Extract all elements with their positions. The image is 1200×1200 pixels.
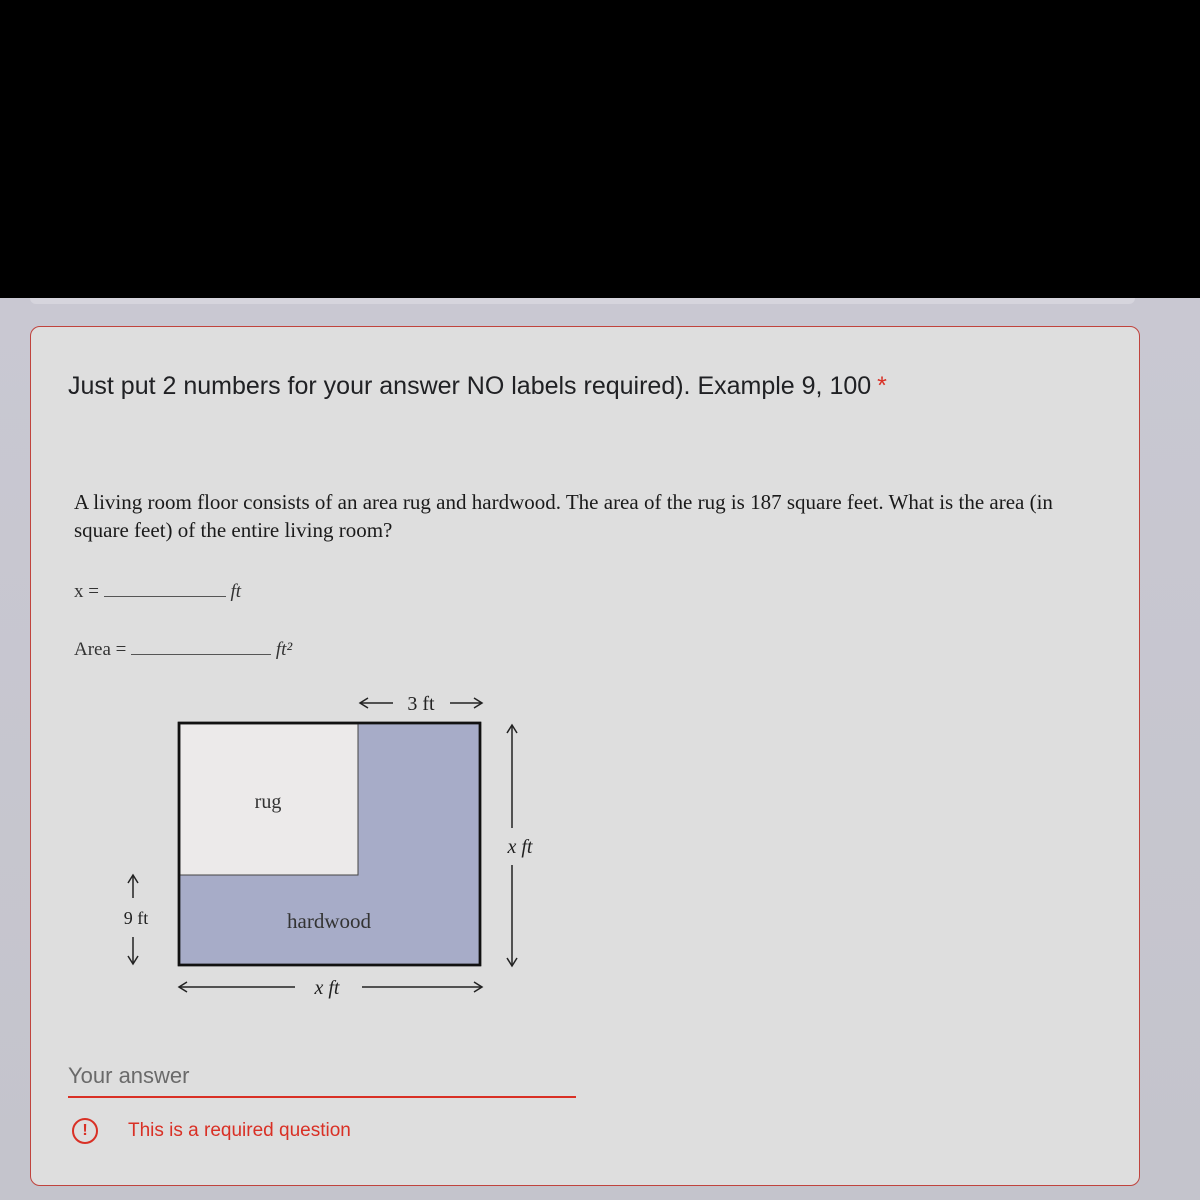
rug-label: rug [254,791,282,813]
right-dimension [507,725,533,966]
validation-message: This is a required question [128,1120,351,1141]
validation-error [72,1116,351,1146]
bottom-dimension-label: x ft [314,977,340,999]
error-icon: ! [72,1118,98,1144]
area-unit: ft² [275,639,293,660]
x-label: x = [74,581,99,602]
answer-input[interactable] [68,1056,576,1098]
right-dimension-label: x ft [507,836,533,858]
top-dimension [360,693,482,715]
top-dimension-label: 3 ft [407,693,435,715]
hardwood-label: hardwood [287,909,371,933]
left-dimension-label: 9 ft [123,908,149,928]
left-dimension [124,875,149,964]
problem-text: A living room floor consists of an area rug and hardwood. The area of the rug is 187 square feet. What is the area (in square feet) of the entire living room? [74,490,1053,542]
question-title-text: Just put 2 numbers for your answer NO labels required). Example 9, 100 [68,372,872,400]
area-label: Area = [74,639,127,660]
required-asterisk: * [877,372,887,400]
x-unit: ft [230,581,242,602]
bottom-dimension [179,977,482,999]
